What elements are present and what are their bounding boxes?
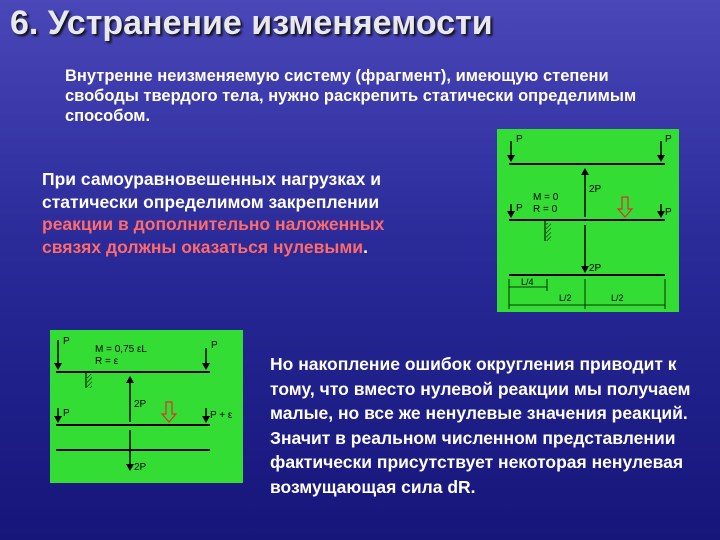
middle-line-1: При самоуравновешенных нагрузках и <box>42 169 382 189</box>
middle-line-3: реакции в дополнительно наложенных <box>42 214 385 234</box>
label-2p-down: 2P <box>589 263 602 274</box>
middle-line-end: . <box>363 236 368 257</box>
label-2p-down: 2P <box>134 462 147 473</box>
beam-diagram-zero-reaction <box>497 129 679 312</box>
label-2p-up: 2P <box>589 184 602 195</box>
label-p-mid-left: P <box>63 408 70 419</box>
bottom-paragraph: Но накопление ошибок округления приводит к тому, что вместо нулевой реакции мы получаем малые, но все же ненулевые значения реакций. Значит в реальном численном представлении фактически присутствует некоторая ненулевая возмущающая сила dR. <box>270 354 691 497</box>
label-r-zero: R = 0 <box>533 204 558 215</box>
label-p-mid-right: P <box>665 207 672 218</box>
label-p-top-left: P <box>516 134 523 145</box>
label-dim-half-left: L/2 <box>559 293 572 303</box>
middle-line-4: связях должны оказаться нулевыми <box>42 236 364 257</box>
label-p-top-left: P <box>63 336 70 347</box>
label-p-top-right: P <box>211 340 218 351</box>
label-r-epsilon: R = ε <box>95 356 119 367</box>
label-p-mid-left: P <box>516 203 523 214</box>
label-p-top-right: P <box>665 134 672 145</box>
slide-title: 6. Устранение изменяемости <box>10 4 493 42</box>
label-2p-up: 2P <box>134 399 147 410</box>
beam-diagram-nonzero-reaction <box>50 330 243 483</box>
label-p-plus-epsilon: P + ε <box>210 410 233 421</box>
label-m-zero: M = 0 <box>533 192 559 203</box>
middle-line-2: статически определимом закреплении <box>42 191 380 212</box>
label-dim-quarter: L/4 <box>521 277 534 287</box>
label-dim-half-right: L/2 <box>611 293 624 303</box>
label-m-value: M = 0,75 εL <box>95 344 147 355</box>
middle-paragraph <box>42 168 482 258</box>
intro-paragraph: Внутренне неизменяемую систему (фрагмент), имеющую степени свободы твердого тела, нужно раскрепить статически определимым способом. <box>65 67 637 125</box>
